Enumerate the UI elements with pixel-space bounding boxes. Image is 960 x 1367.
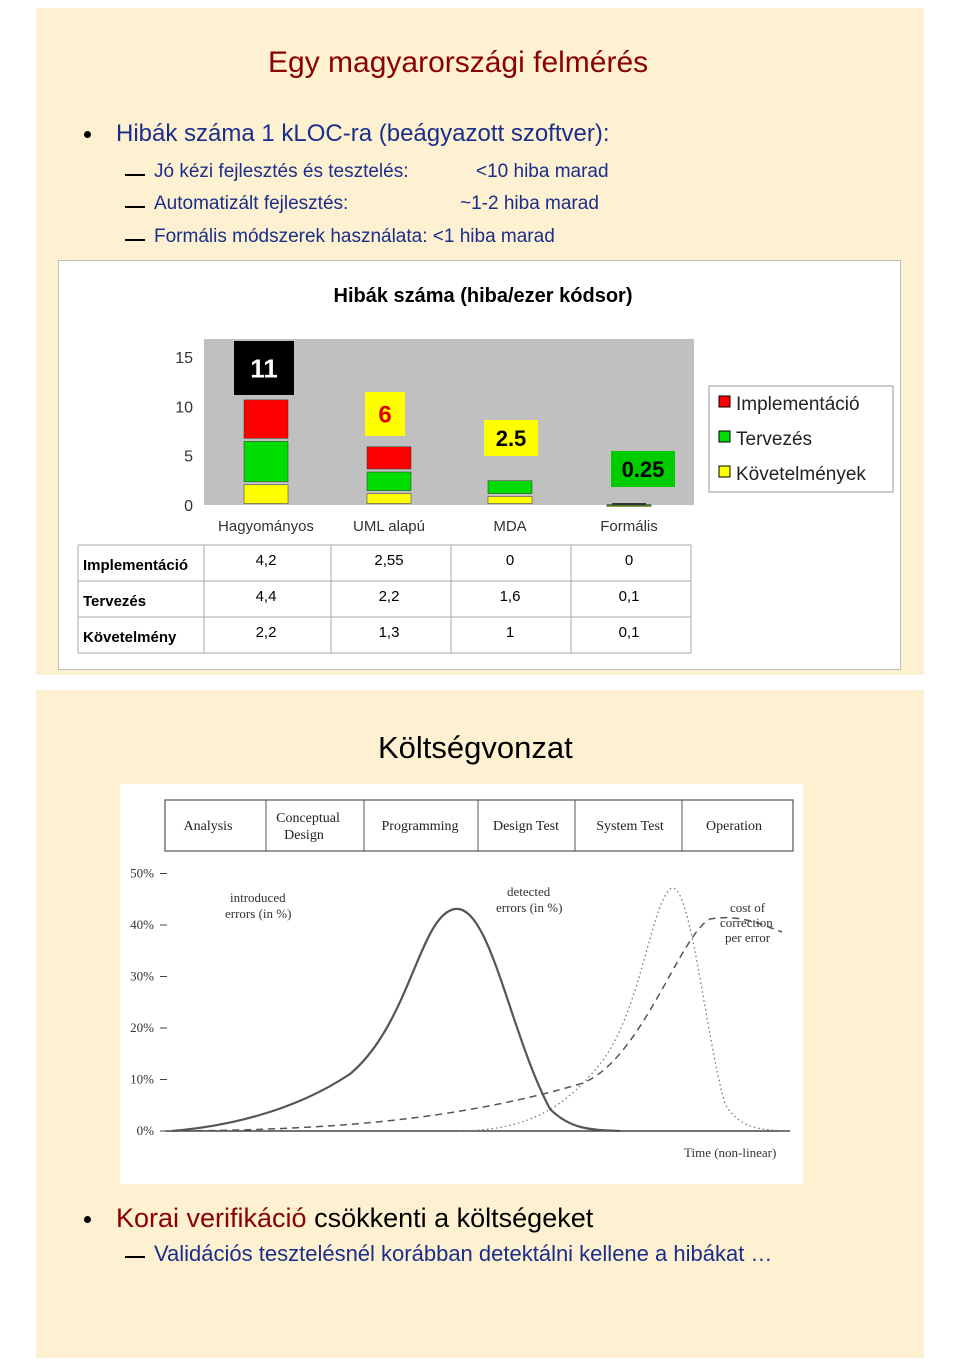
dash <box>125 206 145 208</box>
table-cell: 1 <box>505 624 515 641</box>
bar-segment <box>244 485 288 504</box>
cost-chart-svg <box>120 784 803 1184</box>
bullet-rest: csökkenti a költségeket <box>306 1203 594 1233</box>
introduced-label: errors (in %) <box>225 906 292 921</box>
bar-segment <box>612 503 646 505</box>
bar-chart-svg <box>59 261 900 669</box>
phase-label: Programming <box>381 819 459 834</box>
legend <box>709 386 893 492</box>
bullet-dot <box>84 131 91 138</box>
table-cell: 4,2 <box>255 552 277 569</box>
table-cell: 2,55 <box>374 552 404 569</box>
introduced-label: introduced <box>230 890 286 905</box>
subitem-label: Jó kézi fejlesztés és tesztelés: <box>154 161 409 182</box>
phase-bar <box>165 800 793 851</box>
dash <box>125 174 145 176</box>
table-row-label: Tervezés <box>83 593 147 610</box>
legend-swatch <box>719 466 730 477</box>
y-tick-label: 10% <box>130 1071 154 1087</box>
table-cell: 4,4 <box>255 588 277 605</box>
bar-segment <box>488 497 532 504</box>
error-count-chart <box>58 260 901 670</box>
bar-total-label: 11 <box>250 353 278 384</box>
bullet-emphasis: Korai verifikáció <box>116 1203 307 1233</box>
table-row-label: Implementáció <box>83 557 189 574</box>
bar-segment <box>488 481 532 494</box>
detected-label: errors (in %) <box>496 900 563 915</box>
bullet-text: Hibák száma 1 kLOC-ra (beágyazott szoftver): <box>116 120 610 147</box>
bar-segment <box>367 494 411 504</box>
phase-label: Analysis <box>183 819 233 834</box>
bar-segment <box>367 447 411 469</box>
cost-label: cost of <box>730 900 766 915</box>
introduced-errors-curve <box>172 909 620 1131</box>
phase-header <box>165 800 793 851</box>
bar-segment <box>367 472 411 491</box>
bar-segment <box>244 400 288 438</box>
table-cell: 1,6 <box>499 588 521 605</box>
table-cell: 0,1 <box>618 588 640 605</box>
subitem-label: Automatizált fejlesztés: <box>154 193 349 214</box>
table-cell: 1,3 <box>378 624 400 641</box>
y-axis <box>130 866 167 1139</box>
phase-label: System Test <box>596 819 664 834</box>
y-tick-label: 20% <box>130 1020 154 1035</box>
y-tick-label: 5 <box>184 448 193 466</box>
x-axis-labels <box>218 518 658 535</box>
cost-label: correction <box>720 915 773 930</box>
subitem-value: <10 hiba marad <box>476 161 609 182</box>
table-cell: 0 <box>505 552 515 569</box>
y-tick-label: 50% <box>130 865 154 881</box>
legend-label: Tervezés <box>736 429 813 450</box>
phase-label: Design <box>284 828 324 843</box>
detected-label: detected <box>507 884 551 899</box>
table-cell: 2,2 <box>378 588 400 605</box>
table-cell: 2,2 <box>255 624 277 641</box>
x-axis-label: Time (non-linear) <box>684 1145 777 1160</box>
dash <box>125 239 145 241</box>
phase-label: Conceptual <box>276 811 340 826</box>
y-tick-label: 40% <box>130 917 154 932</box>
category-label: MDA <box>493 518 527 535</box>
chart-title: Hibák száma (hiba/ezer kódsor) <box>333 285 633 307</box>
cost-label: per error <box>725 930 771 945</box>
subitem-label: Formális módszerek használata: <1 hiba marad <box>154 226 555 247</box>
bullet-text <box>116 1203 593 1234</box>
bullet-dot <box>84 1216 91 1223</box>
legend-label: Implementáció <box>736 394 860 415</box>
y-tick-label: 30% <box>130 968 154 984</box>
table-row-label: Követelmény <box>83 629 177 646</box>
bar-total-label: 0.25 <box>621 456 665 482</box>
phase-label: Design Test <box>492 819 560 834</box>
category-label: UML alapú <box>353 518 425 535</box>
subitem-value: ~1-2 hiba marad <box>460 193 599 214</box>
y-tick-label: 0 <box>184 498 193 515</box>
bar-total-label: 6 <box>378 401 392 429</box>
slide-title: Költségvonzat <box>378 730 573 765</box>
slide-title: Egy magyarországi felmérés <box>268 46 649 79</box>
cost-of-correction-chart <box>120 784 803 1184</box>
y-tick-label: 15 <box>175 350 193 367</box>
category-label: Formális <box>600 518 658 535</box>
table-cell: 0 <box>624 552 634 569</box>
y-tick-label: 0% <box>136 1123 154 1138</box>
legend-swatch <box>719 431 730 442</box>
bar-total-label: 2.5 <box>495 425 527 451</box>
table-cell: 0,1 <box>618 624 640 641</box>
phase-label: Operation <box>706 819 762 834</box>
dash <box>125 1256 145 1258</box>
data-table <box>78 545 691 653</box>
y-tick-label: 10 <box>175 399 193 417</box>
category-label: Hagyományos <box>218 518 314 535</box>
legend-swatch <box>719 396 730 407</box>
subitem-text: Validációs tesztelésnél korábban detektálni kellene a hibákat … <box>154 1241 773 1266</box>
legend-label: Követelmények <box>736 464 866 485</box>
y-axis <box>175 350 193 515</box>
cost-per-error-curve <box>172 918 782 1131</box>
bar-segment <box>244 441 288 481</box>
